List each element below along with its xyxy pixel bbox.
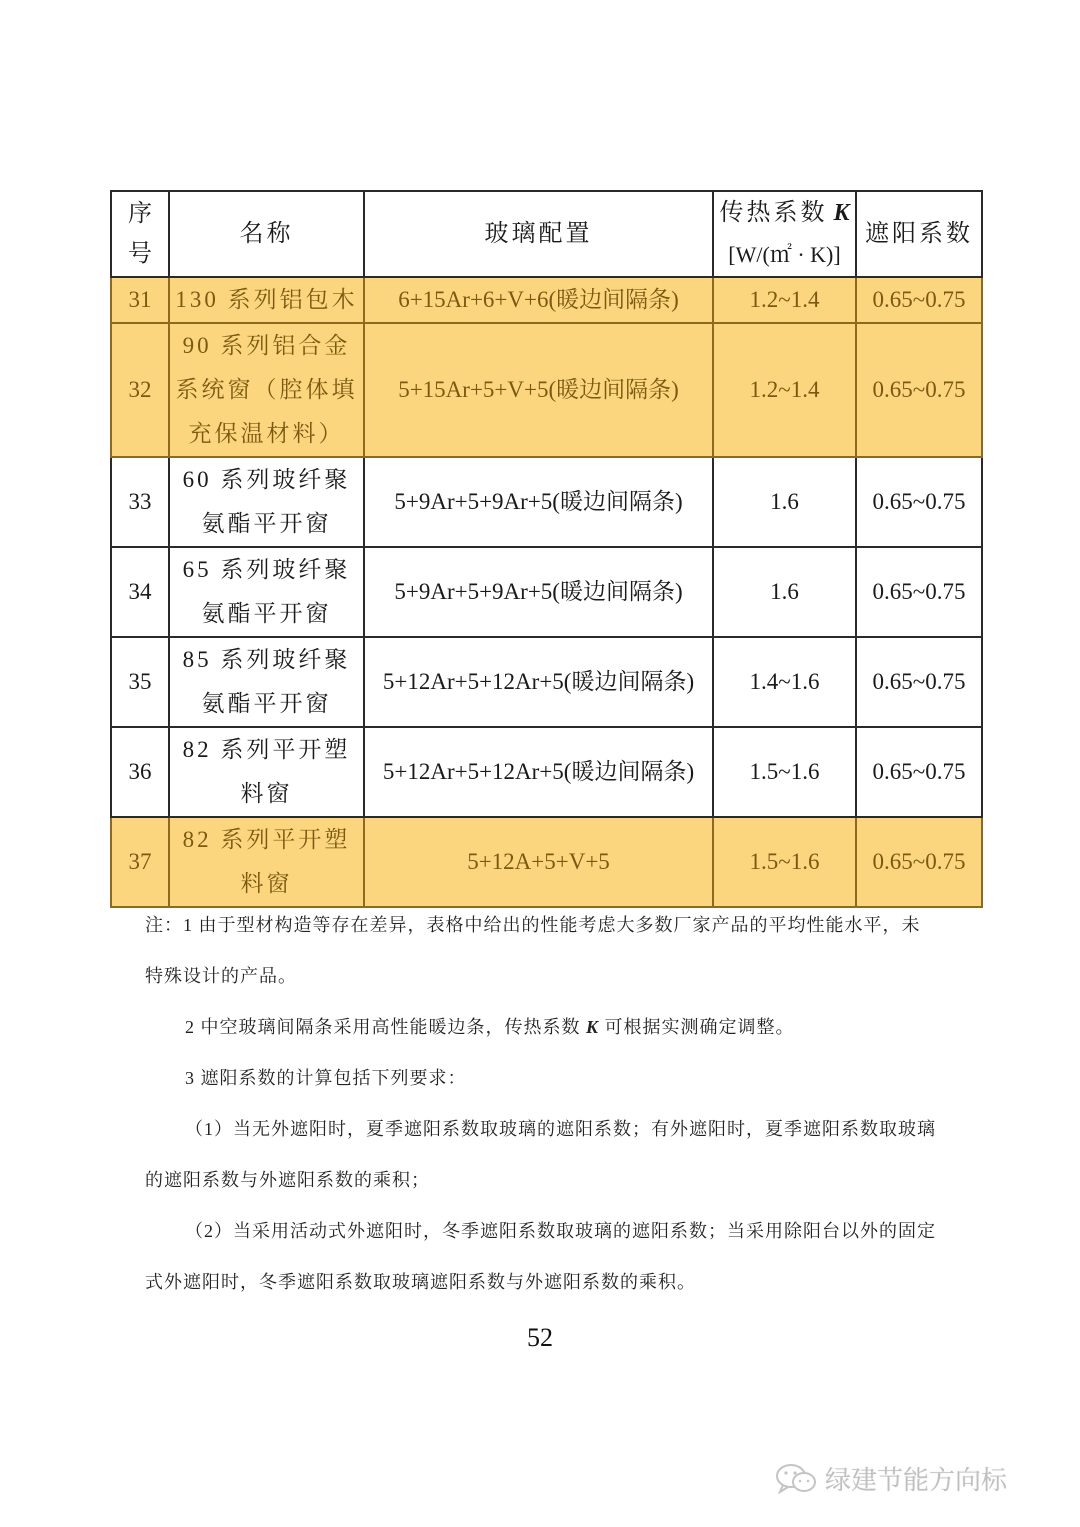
table-notes	[145, 900, 955, 1308]
header-no-text: 序号	[128, 201, 152, 267]
cell-no: 33	[111, 457, 169, 547]
note-2	[145, 1002, 955, 1053]
cell-shading: 0.65~0.75	[856, 457, 982, 547]
watermark-text: 绿建节能方向标	[825, 1466, 1008, 1496]
note-1-line-1: 注：1 由于型材构造等存在差异，表格中给出的性能考虑大多数厂家产品的平均性能水平，未	[145, 915, 921, 935]
cell-glass: 5+9Ar+5+9Ar+5(暖边间隔条)	[364, 547, 713, 637]
cell-name	[169, 637, 364, 727]
header-glass-text: 玻璃配置	[484, 221, 593, 247]
header-shading	[856, 191, 982, 277]
note-3-1-line-1: （1）当无外遮阳时，夏季遮阳系数取玻璃的遮阳系数；有外遮阳时，夏季遮阳系数取玻璃	[185, 1119, 936, 1139]
cell-name	[169, 727, 364, 817]
table-header-row	[111, 191, 982, 277]
cell-name	[169, 277, 364, 323]
watermark	[775, 1460, 1007, 1497]
header-name-text: 名称	[239, 221, 294, 247]
cell-k: 1.4~1.6	[713, 637, 856, 727]
name-line: 130 系列铝包木	[175, 287, 358, 312]
page-number: 52	[527, 1323, 553, 1352]
note-3-2-line-1: （2）当采用活动式外遮阳时，冬季遮阳系数取玻璃的遮阳系数；当采用除阳台以外的固定	[185, 1221, 936, 1241]
name-line: 65 系列玻纤聚	[182, 557, 351, 582]
cell-name	[169, 457, 364, 547]
name-line: 82 系列平开塑	[182, 827, 351, 852]
cell-shading: 0.65~0.75	[856, 727, 982, 817]
table-row	[111, 323, 982, 457]
cell-no: 34	[111, 547, 169, 637]
cell-k: 1.5~1.6	[713, 817, 856, 907]
header-no	[111, 191, 169, 277]
window-spec-table	[110, 190, 983, 908]
cell-shading: 0.65~0.75	[856, 277, 982, 323]
name-line: 90 系列铝合金	[182, 333, 351, 358]
cell-k: 1.2~1.4	[713, 323, 856, 457]
name-line: 氨酯平开窗	[201, 601, 332, 626]
note-3-2-line-2: 式外遮阳时，冬季遮阳系数取玻璃遮阳系数与外遮阳系数的乘积。	[145, 1272, 696, 1292]
cell-name	[169, 323, 364, 457]
note-2-k-symbol: K	[586, 1017, 600, 1037]
note-2-text-pre: 2 中空玻璃间隔条采用高性能暖边条，传热系数	[185, 1017, 586, 1037]
cell-shading: 0.65~0.75	[856, 817, 982, 907]
table-row	[111, 727, 982, 817]
name-line: 82 系列平开塑	[182, 737, 351, 762]
name-line: 氨酯平开窗	[201, 511, 332, 536]
cell-name	[169, 547, 364, 637]
cell-glass: 5+9Ar+5+9Ar+5(暖边间隔条)	[364, 457, 713, 547]
cell-no: 32	[111, 323, 169, 457]
header-k	[713, 191, 856, 277]
cell-no: 31	[111, 277, 169, 323]
name-line: 充保温材料）	[188, 421, 345, 446]
name-line: 85 系列玻纤聚	[182, 647, 351, 672]
header-glass	[364, 191, 713, 277]
header-name	[169, 191, 364, 277]
table-row	[111, 457, 982, 547]
name-line: 系统窗（腔体填	[175, 377, 358, 402]
wechat-icon	[775, 1462, 819, 1496]
table-row	[111, 817, 982, 907]
cell-k: 1.2~1.4	[713, 277, 856, 323]
name-line: 氨酯平开窗	[201, 691, 332, 716]
header-k-symbol: K	[833, 200, 850, 226]
cell-no: 35	[111, 637, 169, 727]
cell-k: 1.6	[713, 457, 856, 547]
cell-glass: 6+15Ar+6+V+6(暖边间隔条)	[364, 277, 713, 323]
cell-glass: 5+12A+5+V+5	[364, 817, 713, 907]
cell-name	[169, 817, 364, 907]
header-k-unit: [W/(㎡ · K)]	[728, 242, 841, 267]
note-3: 3 遮阳系数的计算包括下列要求：	[185, 1068, 467, 1088]
cell-k: 1.5~1.6	[713, 727, 856, 817]
table-row	[111, 547, 982, 637]
name-line: 60 系列玻纤聚	[182, 467, 351, 492]
cell-shading: 0.65~0.75	[856, 547, 982, 637]
note-1-line-2: 特殊设计的产品。	[145, 966, 297, 986]
name-line: 料窗	[240, 781, 293, 806]
name-line: 料窗	[240, 871, 293, 896]
cell-shading: 0.65~0.75	[856, 323, 982, 457]
cell-no: 36	[111, 727, 169, 817]
header-shading-text: 遮阳系数	[865, 221, 973, 247]
cell-glass: 5+12Ar+5+12Ar+5(暖边间隔条)	[364, 727, 713, 817]
cell-no: 37	[111, 817, 169, 907]
note-2-text-post: 可根据实测确定调整。	[599, 1017, 795, 1037]
note-3-1-line-2: 的遮阳系数与外遮阳系数的乘积；	[145, 1170, 430, 1190]
cell-glass: 5+15Ar+5+V+5(暖边间隔条)	[364, 323, 713, 457]
table-row	[111, 637, 982, 727]
cell-glass: 5+12Ar+5+12Ar+5(暖边间隔条)	[364, 637, 713, 727]
cell-shading: 0.65~0.75	[856, 637, 982, 727]
cell-k: 1.6	[713, 547, 856, 637]
header-k-label: 传热系数	[719, 200, 828, 226]
table-row	[111, 277, 982, 323]
